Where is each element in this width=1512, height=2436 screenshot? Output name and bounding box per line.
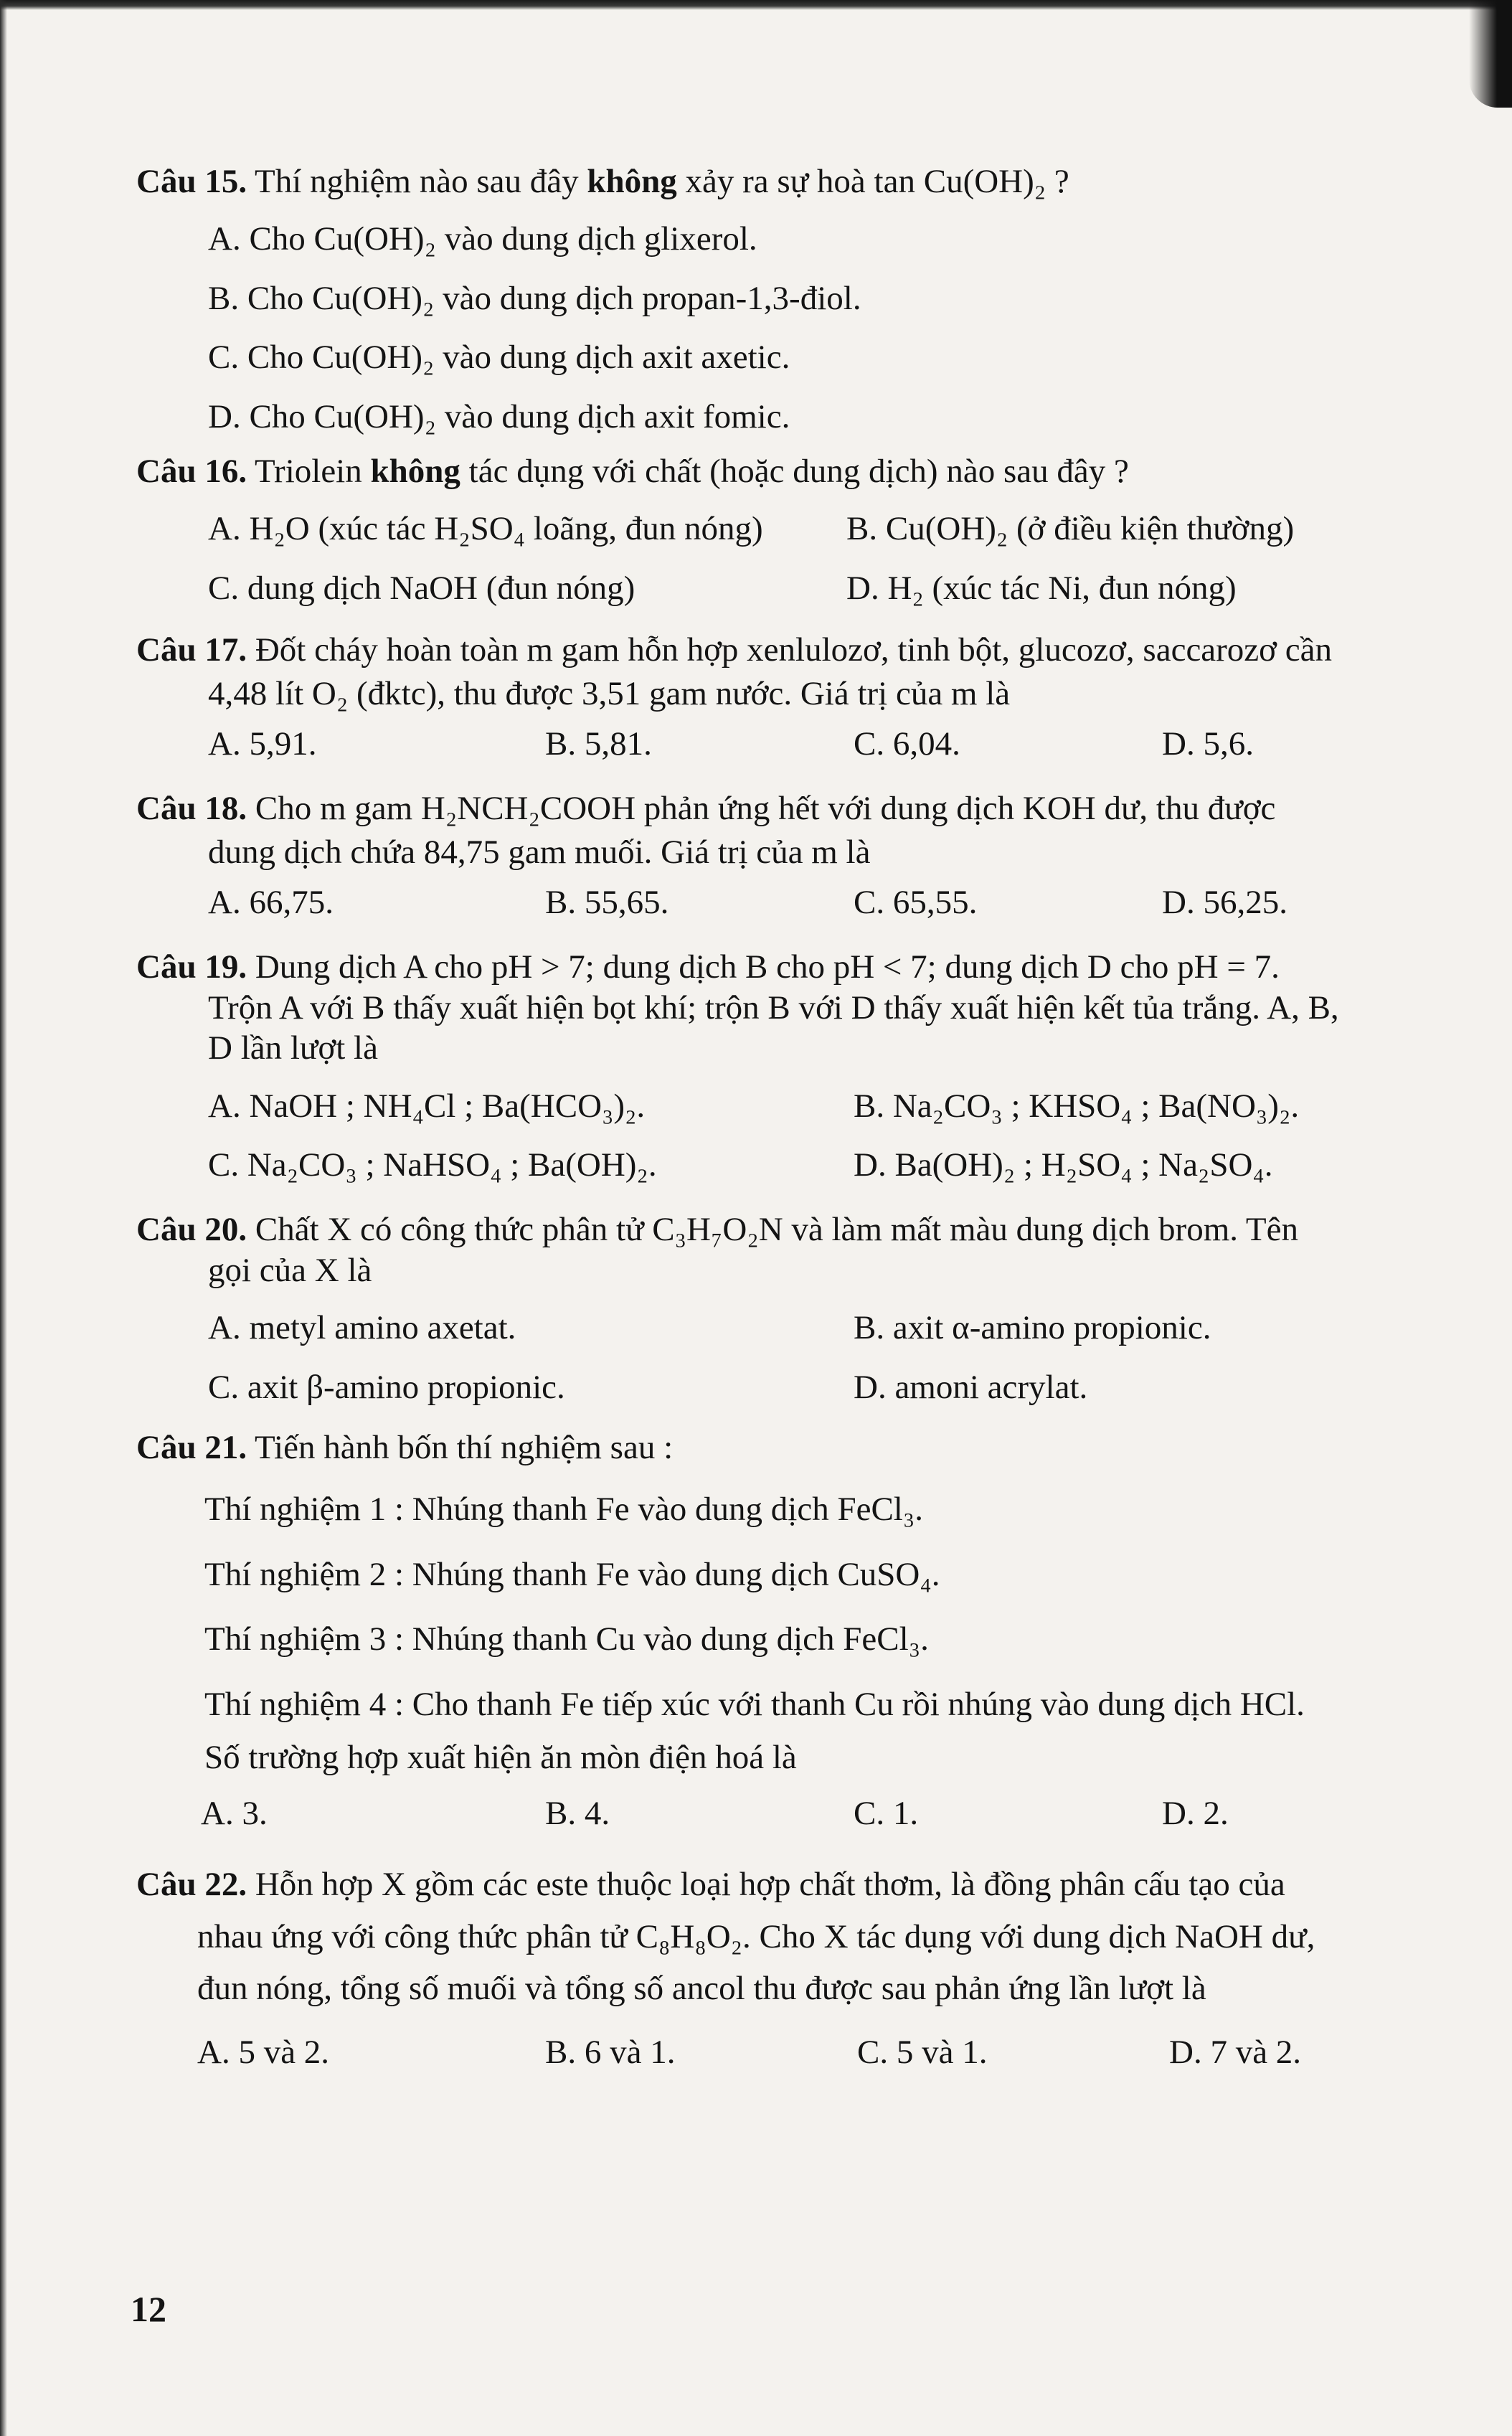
question-21-experiment-2: Thí nghiệm 2 : Nhúng thanh Fe vào dung dịch CuSO₄. [204, 1555, 940, 1593]
question-15-option-d: D. Cho Cu(OH)₂ vào dung dịch axit fomic. [208, 397, 790, 435]
question-22-option-c: C. 5 và 1. [857, 2034, 988, 2072]
question-20 [136, 1209, 1485, 1407]
question-20-option-c: C. axit β-amino propionic. [208, 1368, 565, 1406]
question-16-option-c: C. dung dịch NaOH (đun nóng) [208, 569, 635, 607]
question-17-text-line1: Đốt cháy hoàn toàn m gam hỗn hợp xenlulozơ, tinh bột, glucozơ, saccarozơ cần [247, 631, 1332, 669]
question-17-stem [136, 630, 1485, 714]
question-16-text-bold: không [370, 452, 460, 490]
page-corner-shadow [1469, 0, 1512, 108]
question-20-option-b: B. axit α-amino propionic. [854, 1309, 1211, 1347]
question-22-label: Câu 22. [136, 1865, 247, 1903]
question-17-text-line2: 4,48 lít O₂ (đktc), thu được 3,51 gam nước. Giá trị của m là [208, 674, 1011, 712]
question-22-option-a: A. 5 và 2. [197, 2034, 330, 2072]
question-21-question: Số trường hợp xuất hiện ăn mòn điện hoá là [204, 1738, 797, 1776]
question-15-text-post: xảy ra sự hoà tan Cu(OH)₂ ? [676, 163, 1069, 200]
question-15-option-b: B. Cho Cu(OH)₂ vào dung dịch propan-1,3-điol. [208, 279, 861, 317]
question-20-label: Câu 20. [136, 1211, 247, 1249]
question-19-option-a: A. NaOH ; NH₄Cl ; Ba(HCO₃)₂. [208, 1087, 646, 1125]
question-16-label: Câu 16. [136, 452, 247, 490]
question-22-option-b: B. 6 và 1. [545, 2034, 676, 2072]
page-left-edge [0, 0, 7, 2436]
question-20-option-a: A. metyl amino axetat. [208, 1309, 516, 1347]
question-15-text-bold: không [587, 163, 677, 200]
question-19-text-line1: Dung dịch A cho pH > 7; dung dịch B cho pH < 7; dung dịch D cho pH = 7. [247, 948, 1280, 986]
question-16-options [136, 509, 1485, 608]
question-22-option-d: D. 7 và 2. [1169, 2034, 1302, 2072]
question-17-option-c: C. 6,04. [854, 724, 960, 763]
question-16-text-pre: Triolein [247, 452, 371, 490]
question-21-option-b: B. 4. [545, 1795, 610, 1833]
question-16 [136, 451, 1485, 608]
question-17-option-b: B. 5,81. [545, 724, 652, 763]
question-21-option-a: A. 3. [201, 1795, 268, 1833]
question-20-options [136, 1308, 1485, 1407]
question-18-text-line1: Cho m gam H₂NCH₂COOH phản ứng hết với dung dịch KOH dư, thu được [247, 790, 1276, 828]
question-16-option-d: D. H₂ (xúc tác Ni, đun nóng) [846, 569, 1237, 607]
question-18-label: Câu 18. [136, 790, 247, 828]
question-19-option-b: B. Na₂CO₃ ; KHSO₄ ; Ba(NO₃)₂. [854, 1087, 1300, 1125]
question-17-option-a: A. 5,91. [208, 724, 317, 763]
question-15 [136, 161, 1485, 437]
question-21-text: Tiến hành bốn thí nghiệm sau : [247, 1428, 674, 1466]
question-20-text-line1: Chất X có công thức phân tử C₃H₇O₂N và làm mất màu dung dịch brom. Tên [247, 1211, 1298, 1249]
question-15-option-c: C. Cho Cu(OH)₂ vào dung dịch axit axetic. [208, 339, 790, 377]
question-19-option-d: D. Ba(OH)₂ ; H₂SO₄ ; Na₂SO₄. [854, 1146, 1273, 1184]
question-21-experiment-3: Thí nghiệm 3 : Nhúng thanh Cu vào dung dịch FeCl₃. [204, 1620, 929, 1658]
question-17-option-d: D. 5,6. [1162, 724, 1254, 763]
question-21 [136, 1427, 1485, 1834]
question-22-text-line1: Hỗn hợp X gồm các este thuộc loại hợp chất thơm, là đồng phân cấu tạo của [247, 1865, 1285, 1903]
question-18-stem [136, 788, 1485, 872]
question-21-experiment-1: Thí nghiệm 1 : Nhúng thanh Fe vào dung dịch FeCl₃. [204, 1491, 923, 1529]
question-19-label: Câu 19. [136, 948, 247, 986]
question-18-option-a: A. 66,75. [208, 884, 334, 922]
question-18-text-line2: dung dịch chứa 84,75 gam muối. Giá trị của m là [208, 833, 871, 871]
question-19 [136, 947, 1485, 1185]
question-15-text-pre: Thí nghiệm nào sau đây [247, 163, 587, 200]
exam-page [136, 161, 1485, 2087]
question-21-stem [136, 1427, 1485, 1468]
question-17-options [136, 724, 1485, 764]
question-21-option-c: C. 1. [854, 1795, 919, 1833]
question-18-option-c: C. 65,55. [854, 884, 978, 922]
question-21-options [136, 1793, 1485, 1833]
page-number: 12 [131, 2289, 166, 2329]
question-19-text-line3: D lần lượt là [208, 1029, 378, 1067]
question-17 [136, 630, 1485, 764]
question-19-stem [136, 947, 1485, 1068]
question-21-label: Câu 21. [136, 1428, 247, 1466]
question-22-options [136, 2032, 1485, 2072]
question-18 [136, 788, 1485, 922]
question-21-experiment-4: Thí nghiệm 4 : Cho thanh Fe tiếp xúc với thanh Cu rồi nhúng vào dung dịch HCl. [204, 1685, 1305, 1723]
question-15-options [136, 219, 1485, 437]
page-top-edge [0, 0, 1512, 10]
question-20-text-line2: gọi của X là [208, 1251, 372, 1289]
question-16-text-post: tác dụng với chất (hoặc dung dịch) nào sau đây ? [460, 452, 1129, 490]
question-22-text-line3: đun nóng, tổng số muối và tổng số ancol thu được sau phản ứng lần lượt là [197, 1970, 1206, 2008]
question-15-label: Câu 15. [136, 163, 247, 200]
question-17-label: Câu 17. [136, 631, 247, 669]
question-15-option-a: A. Cho Cu(OH)₂ vào dung dịch glixerol. [208, 220, 757, 258]
question-15-stem [136, 161, 1485, 202]
question-16-option-a: A. H₂O (xúc tác H₂SO₄ loãng, đun nóng) [208, 510, 763, 548]
question-22 [136, 1859, 1485, 2073]
question-20-stem [136, 1209, 1485, 1290]
question-22-text-line2: nhau ứng với công thức phân tử C₈H₈O₂. Cho X tác dụng với dung dịch NaOH dư, [197, 1917, 1315, 1955]
question-19-option-c: C. Na₂CO₃ ; NaHSO₄ ; Ba(OH)₂. [208, 1146, 657, 1184]
question-16-stem [136, 451, 1485, 491]
question-20-option-d: D. amoni acrylat. [854, 1368, 1088, 1406]
question-18-option-d: D. 56,25. [1162, 884, 1287, 922]
question-22-stem [136, 1859, 1485, 2016]
question-21-option-d: D. 2. [1162, 1795, 1229, 1833]
question-19-options [136, 1086, 1485, 1186]
question-18-options [136, 882, 1485, 922]
question-18-option-b: B. 55,65. [545, 884, 669, 922]
question-19-text-line2: Trộn A với B thấy xuất hiện bọt khí; trộn B với D thấy xuất hiện kết tủa trắng. A, B, [208, 988, 1339, 1026]
question-16-option-b: B. Cu(OH)₂ (ở điều kiện thường) [846, 510, 1295, 548]
